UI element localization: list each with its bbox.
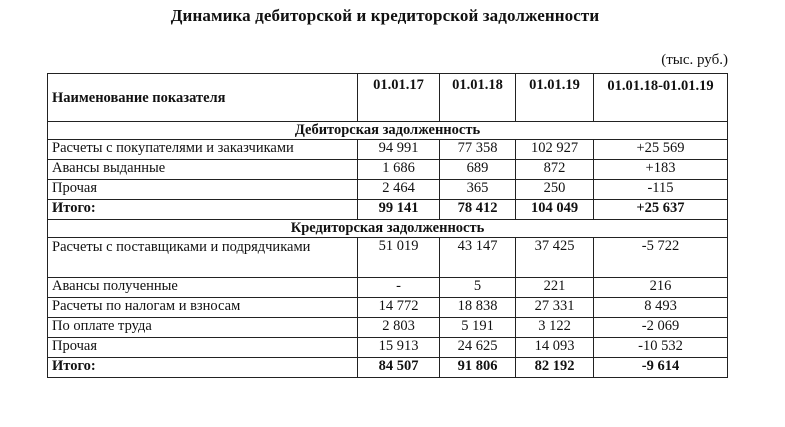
cell-2018: 5 191	[440, 318, 516, 338]
table-row	[48, 160, 728, 180]
header-indicator: Наименование показателя	[48, 74, 358, 122]
section-title: Дебиторская задолженность	[48, 122, 728, 140]
document-title: Динамика дебиторской и кредиторской задолженности	[170, 6, 600, 25]
cell-2019: 14 093	[516, 338, 594, 358]
cell-2019: 3 122	[516, 318, 594, 338]
cell-2018: 43 147	[440, 238, 516, 278]
header-col-2018: 01.01.18	[440, 74, 516, 122]
receivables-total-row	[48, 200, 728, 220]
cell-2018: 5	[440, 278, 516, 298]
cell-2018: 91 806	[440, 358, 516, 378]
row-name: Прочая	[48, 338, 358, 358]
cell-2018: 77 358	[440, 140, 516, 160]
row-name: Авансы полученные	[48, 278, 358, 298]
row-name: Итого:	[48, 200, 358, 220]
cell-change: 216	[594, 278, 728, 298]
cell-2017: 2 803	[358, 318, 440, 338]
table-header-row	[48, 74, 728, 122]
cell-2017: 99 141	[358, 200, 440, 220]
cell-2018: 24 625	[440, 338, 516, 358]
row-name: Авансы выданные	[48, 160, 358, 180]
cell-change: -115	[594, 180, 728, 200]
table-row	[48, 298, 728, 318]
section-payables	[48, 220, 728, 238]
cell-2017: 14 772	[358, 298, 440, 318]
cell-2019: 250	[516, 180, 594, 200]
row-name: Прочая	[48, 180, 358, 200]
cell-2019: 102 927	[516, 140, 594, 160]
header-col-2017: 01.01.17	[358, 74, 440, 122]
debt-dynamics-table	[47, 73, 728, 378]
cell-change: -9 614	[594, 358, 728, 378]
row-name: По оплате труда	[48, 318, 358, 338]
cell-2018: 18 838	[440, 298, 516, 318]
cell-change: -2 069	[594, 318, 728, 338]
cell-change: -10 532	[594, 338, 728, 358]
header-change: 01.01.18-01.01.19	[594, 74, 728, 122]
cell-2017: 1 686	[358, 160, 440, 180]
row-name: Расчеты по налогам и взносам	[48, 298, 358, 318]
units-note: (тыс. руб.)	[661, 52, 728, 68]
payables-total-row	[48, 358, 728, 378]
cell-change: +183	[594, 160, 728, 180]
cell-2018: 78 412	[440, 200, 516, 220]
section-receivables	[48, 122, 728, 140]
cell-2019: 104 049	[516, 200, 594, 220]
section-title: Кредиторская задолженность	[48, 220, 728, 238]
table-row	[48, 140, 728, 160]
cell-change: 8 493	[594, 298, 728, 318]
cell-change: -5 722	[594, 238, 728, 278]
cell-2018: 365	[440, 180, 516, 200]
row-name: Итого:	[48, 358, 358, 378]
header-col-2019: 01.01.19	[516, 74, 594, 122]
table-row	[48, 318, 728, 338]
cell-2019: 82 192	[516, 358, 594, 378]
cell-2017: -	[358, 278, 440, 298]
table-row	[48, 180, 728, 200]
table-row	[48, 278, 728, 298]
cell-2017: 15 913	[358, 338, 440, 358]
cell-2019: 27 331	[516, 298, 594, 318]
cell-2019: 37 425	[516, 238, 594, 278]
cell-change: +25 569	[594, 140, 728, 160]
row-name: Расчеты с покупателями и заказчиками	[48, 140, 358, 160]
cell-2017: 84 507	[358, 358, 440, 378]
cell-2017: 2 464	[358, 180, 440, 200]
cell-2017: 51 019	[358, 238, 440, 278]
cell-2017: 94 991	[358, 140, 440, 160]
table-row	[48, 338, 728, 358]
table-row	[48, 238, 728, 278]
cell-2019: 872	[516, 160, 594, 180]
cell-2019: 221	[516, 278, 594, 298]
cell-change: +25 637	[594, 200, 728, 220]
cell-2018: 689	[440, 160, 516, 180]
row-name: Расчеты с поставщиками и подрядчиками	[48, 238, 358, 278]
